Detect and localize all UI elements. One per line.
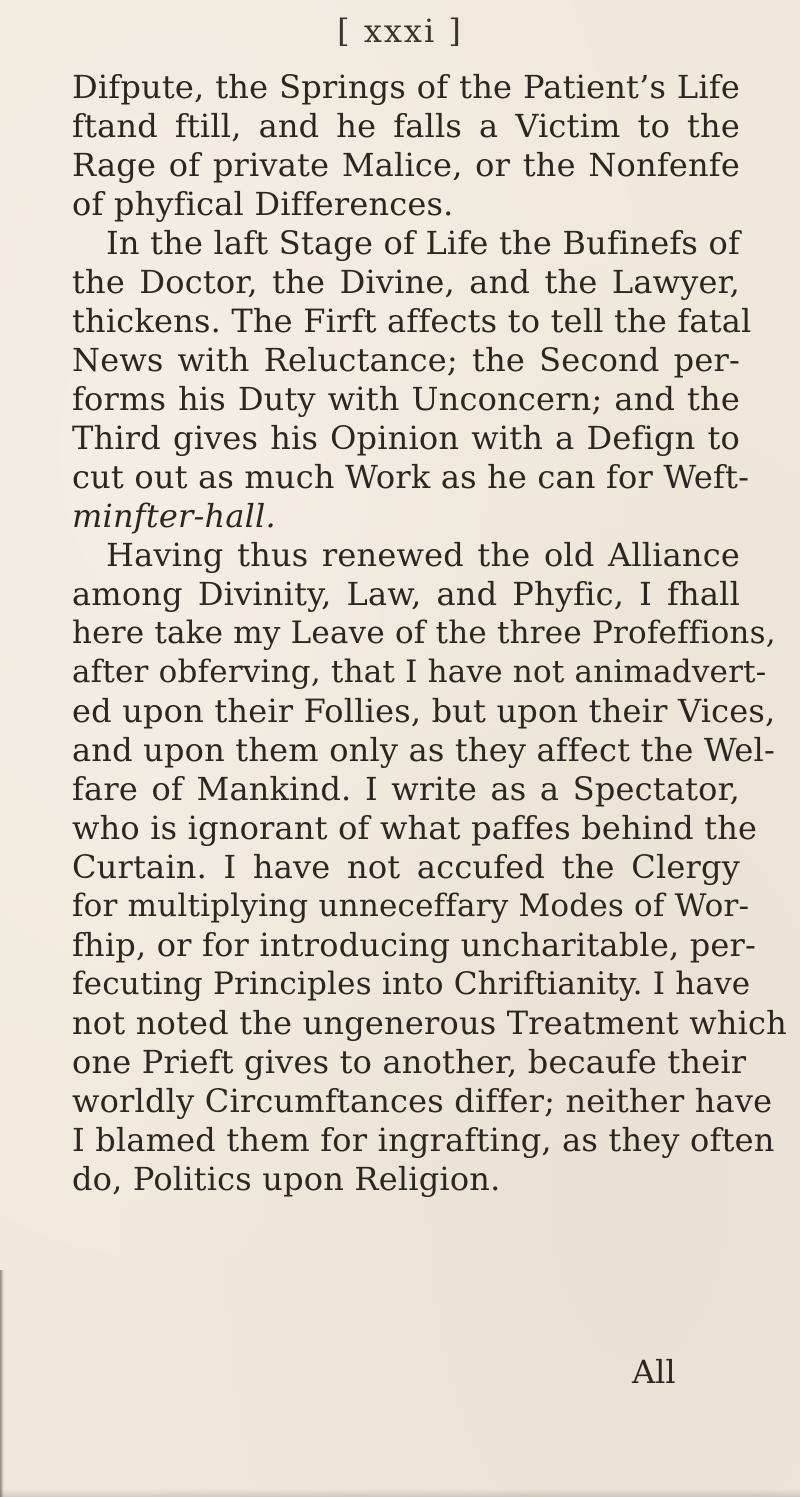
text-line: do, Politics upon Religion. <box>72 1160 501 1198</box>
text-line: minfter-hall. <box>72 497 276 535</box>
text-line: ftand ftill, and he falls a Victim to the <box>72 107 740 145</box>
text-line: one Prieft gives to another, becaufe their <box>72 1043 747 1081</box>
body-text <box>72 68 787 1199</box>
text-line: thickens. The Firft affects to tell the fatal <box>72 302 752 340</box>
text-line: fare of Mankind. I write as a Spectator, <box>72 770 740 808</box>
text-line: Having thus renewed the old Alliance <box>106 536 740 574</box>
page-number-header: [ xxxi ] <box>337 12 463 50</box>
text-line: In the laft Stage of Life the Bufinefs of <box>106 224 740 262</box>
text-line: forms his Duty with Unconcern; and the <box>72 380 740 418</box>
text-line: after obferving, that I have not animadvert- <box>72 654 767 690</box>
page-edge-shadow <box>0 1270 4 1497</box>
text-line: I blamed them for ingrafting, as they often <box>72 1121 775 1159</box>
text-line: who is ignorant of what paffes behind the <box>72 809 758 847</box>
text-line: fhip, or for introducing uncharitable, per- <box>72 926 757 964</box>
text-line: fecuting Principles into Chriftianity. I have <box>72 966 751 1002</box>
text-line: News with Reluctance; the Second per- <box>72 341 740 379</box>
text-line: not noted the ungenerous Treatment which <box>72 1004 787 1042</box>
text-line: the Doctor, the Divine, and the Lawyer, <box>72 263 740 301</box>
text-line: Difpute, the Springs of the Patient’s Life <box>72 68 740 106</box>
text-line: of phyfical Differences. <box>72 185 454 223</box>
text-line: worldly Circumftances differ; neither have <box>72 1082 773 1120</box>
text-line: and upon them only as they affect the Wel- <box>72 731 775 769</box>
text-line: ed upon their Follies, but upon their Vices, <box>72 692 776 730</box>
text-line: Third gives his Opinion with a Defign to <box>72 419 740 457</box>
text-line: Curtain. I have not accufed the Clergy <box>72 848 740 886</box>
page-bottom-shadow <box>0 1489 800 1497</box>
text-line: for multiplying unneceffary Modes of Wor- <box>72 888 750 924</box>
text-line: cut out as much Work as he can for Weft- <box>72 458 750 496</box>
text-line: Rage of private Malice, or the Nonfenfe <box>72 146 740 184</box>
catchword: All <box>632 1353 676 1391</box>
text-line: among Divinity, Law, and Phyfic, I fhall <box>72 575 740 613</box>
text-line: here take my Leave of the three Profeffions, <box>72 615 776 651</box>
